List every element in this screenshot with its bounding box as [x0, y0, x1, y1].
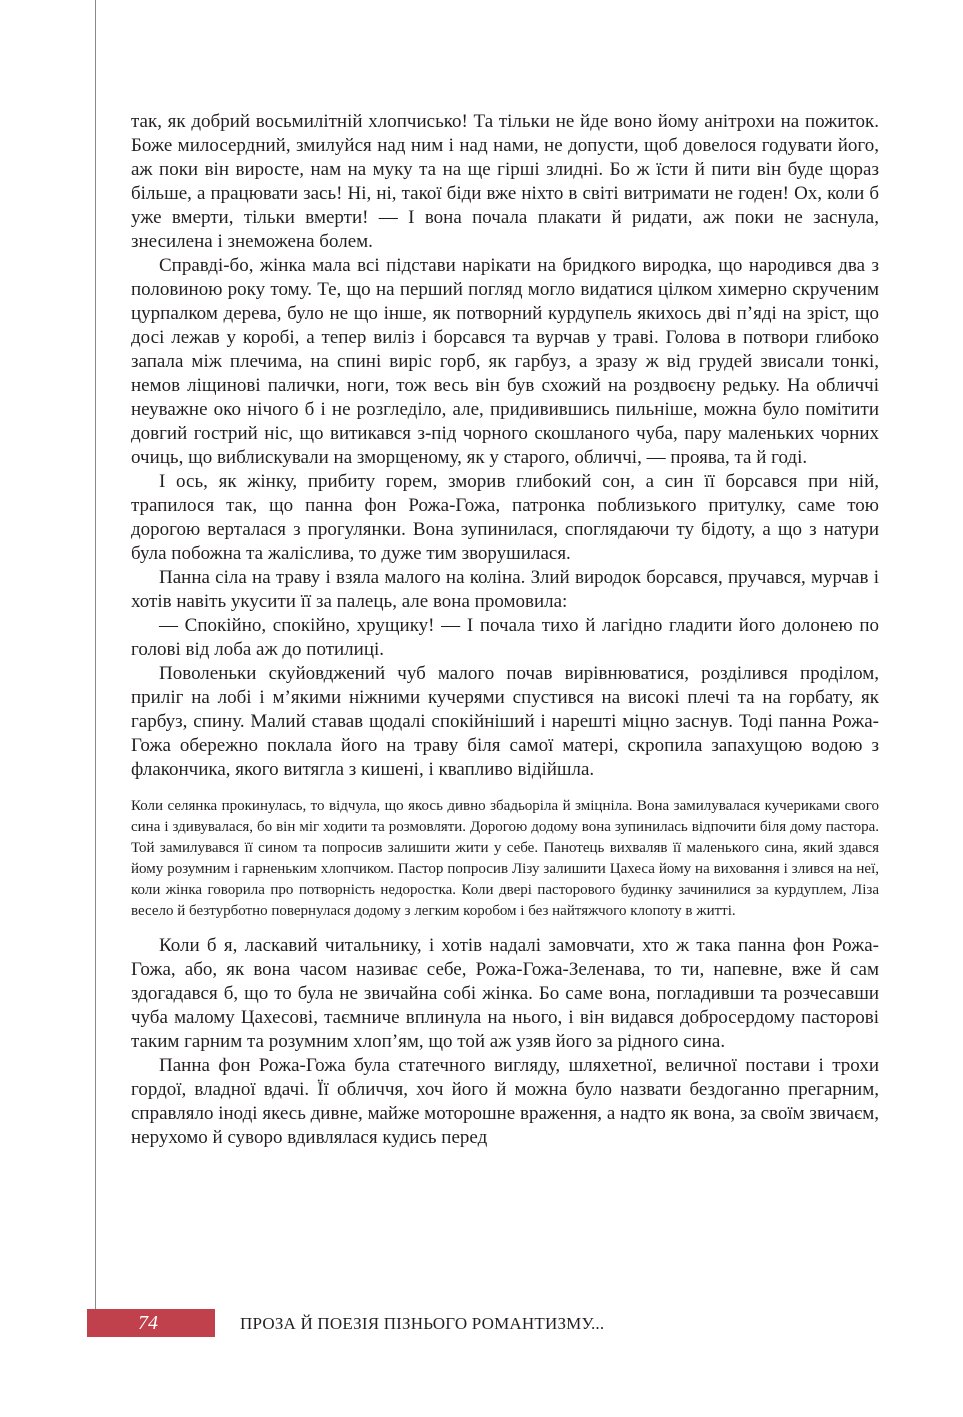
- paragraph: Панна сіла на траву і взяла малого на коліна. Злий виродок борсався, пручався, мурчав і хотів навіть укусити її за палець, але вона промовила:: [131, 567, 879, 612]
- paragraph: — Спокійно, спокійно, хрущику! — І почала тихо й лагідно гладити його долонею по голові від лоба аж до потилиці.: [131, 615, 879, 660]
- page-body: [131, 110, 879, 1150]
- paragraph: Поволеньки скуйовджений чуб малого почав вирівнюватися, розділився проділом, приліг на лобі і м’якими ніжними кучерями спустився на високі плечі та на горбату, як гарбуз, спину. Малий ставав щодалі спокійніший і нарешті міцно заснув. Тоді панна Рожа-Гожа обережно поклала його на траву біля самої матері, скропила запахущою водою з флакончика, якого витягла з кишені, і квапливо відійшла.: [131, 663, 879, 780]
- page-number: 74: [138, 1312, 158, 1334]
- paragraph: так, як добрий восьмилітній хлопчисько! Та тільки не йде воно йому анітрохи на пожиток. Боже милосердний, змилуйся над ним і над нами, не допусти, щоб довелося годувати його, аж поки він виросте, нам на муку та на ще гірші злидні. Бо ж їсти й пити він буде щораз більше, а працювати зась! Ні, ні, такої біди вже ніхто в світі витримати не годен! Ох, коли б уже вмерти, тільки вмерти! — І вона почала плакати й ридати, аж поки не заснула, знесилена і знеможена болем.: [131, 111, 879, 252]
- running-title: ПРОЗА Й ПОЕЗІЯ ПІЗНЬОГО РОМАНТИЗМУ...: [240, 1314, 605, 1333]
- summary-text: Коли селянка прокинулась, то відчула, що якось дивно збадьоріла й зміцніла. Вона замилувалася кучериками свого сина і здивувалася, бо він міг ходити та розмовляти. Дорогою додому вона зупинилась відпочити біля дому пастора. Той замилувався її сином та попросив залишити жити у себе. Панотець вихваляв її маленького сина, який здався йому розумним і гарненьким хлопчиком. Пастор попросив Лізу залишити Цахеса йому на виховання і злився на неї, коли жінка говорила про потворність недоростка. Коли двері пасторового будинку зачинилися за курдуплем, Ліза весело й безтурботно повернулася додому з легким коробом і без найтяжчого клопоту в житті.: [131, 798, 879, 919]
- margin-rule: [95, 0, 96, 1310]
- paragraph: Коли б я, ласкавий читальнику, і хотів надалі замовчати, хто ж така панна фон Рожа-Гожа, або, як вона часом називає себе, Рожа-Гожа-Зеленава, то ти, напевне, вже й сам здогадався б, що то була не звичайна собі жінка. Бо саме вона, погладивши та розчесавши чуба малому Цахесові, таємниче вплинула на нього, і він видався добросердому пасторові таким гарним та розумним хлоп’ям, що той аж узяв його за рідного сина.: [131, 935, 879, 1052]
- paragraph: І ось, як жінку, прибиту горем, зморив глибокий сон, а син її борсався при ній, трапилося так, що панна фон Рожа-Гожа, патронка поблизького притулку, саме тою дорогою верталася з прогулянки. Вона зупинилася, споглядаючи ту бідоту, а що з натури була побожна та жаліслива, то дуже тим зворушилася.: [131, 471, 879, 564]
- summary-block: [131, 796, 879, 922]
- paragraph: Справді-бо, жінка мала всі підстави нарікати на бридкого виродка, що народився два з половиною року тому. Те, що на перший погляд могло видатися цілком химерно скрученим цурпалком дерева, було не що інше, як потворний курдупель якихось дві п’яді на зріст, що досі лежав у коробі, а тепер виліз і борсався та вурчав у траві. Голова в потвори глибоко запала між плечима, на спині виріс горб, як гарбуз, а зразу ж від грудей звисали тонкі, немов ліщинові палички, ноги, тож весь він був схожий на роздвоєну редьку. На обличчі неуважне око нічого б і не розгледіло, але, придивившись пильніше, можна було помітити довгий гострий ніс, що витикався з-під чорного скошланого чуба, пару маленьких чорних очиць, що виблискували на зморщеному, як у старого, обличчі, — проява, та й годі.: [131, 255, 879, 468]
- paragraph: Панна фон Рожа-Гожа була статечного вигляду, шляхетної, величної постави і трохи гордої, владної вдачі. Її обличчя, хоч його й можна було назвати бездоганно прегарним, справляло іноді якесь дивне, майже моторошне враження, а надто як вона, за своїм звичаєм, нерухомо й суворо вдивлялася кудись перед: [131, 1055, 879, 1148]
